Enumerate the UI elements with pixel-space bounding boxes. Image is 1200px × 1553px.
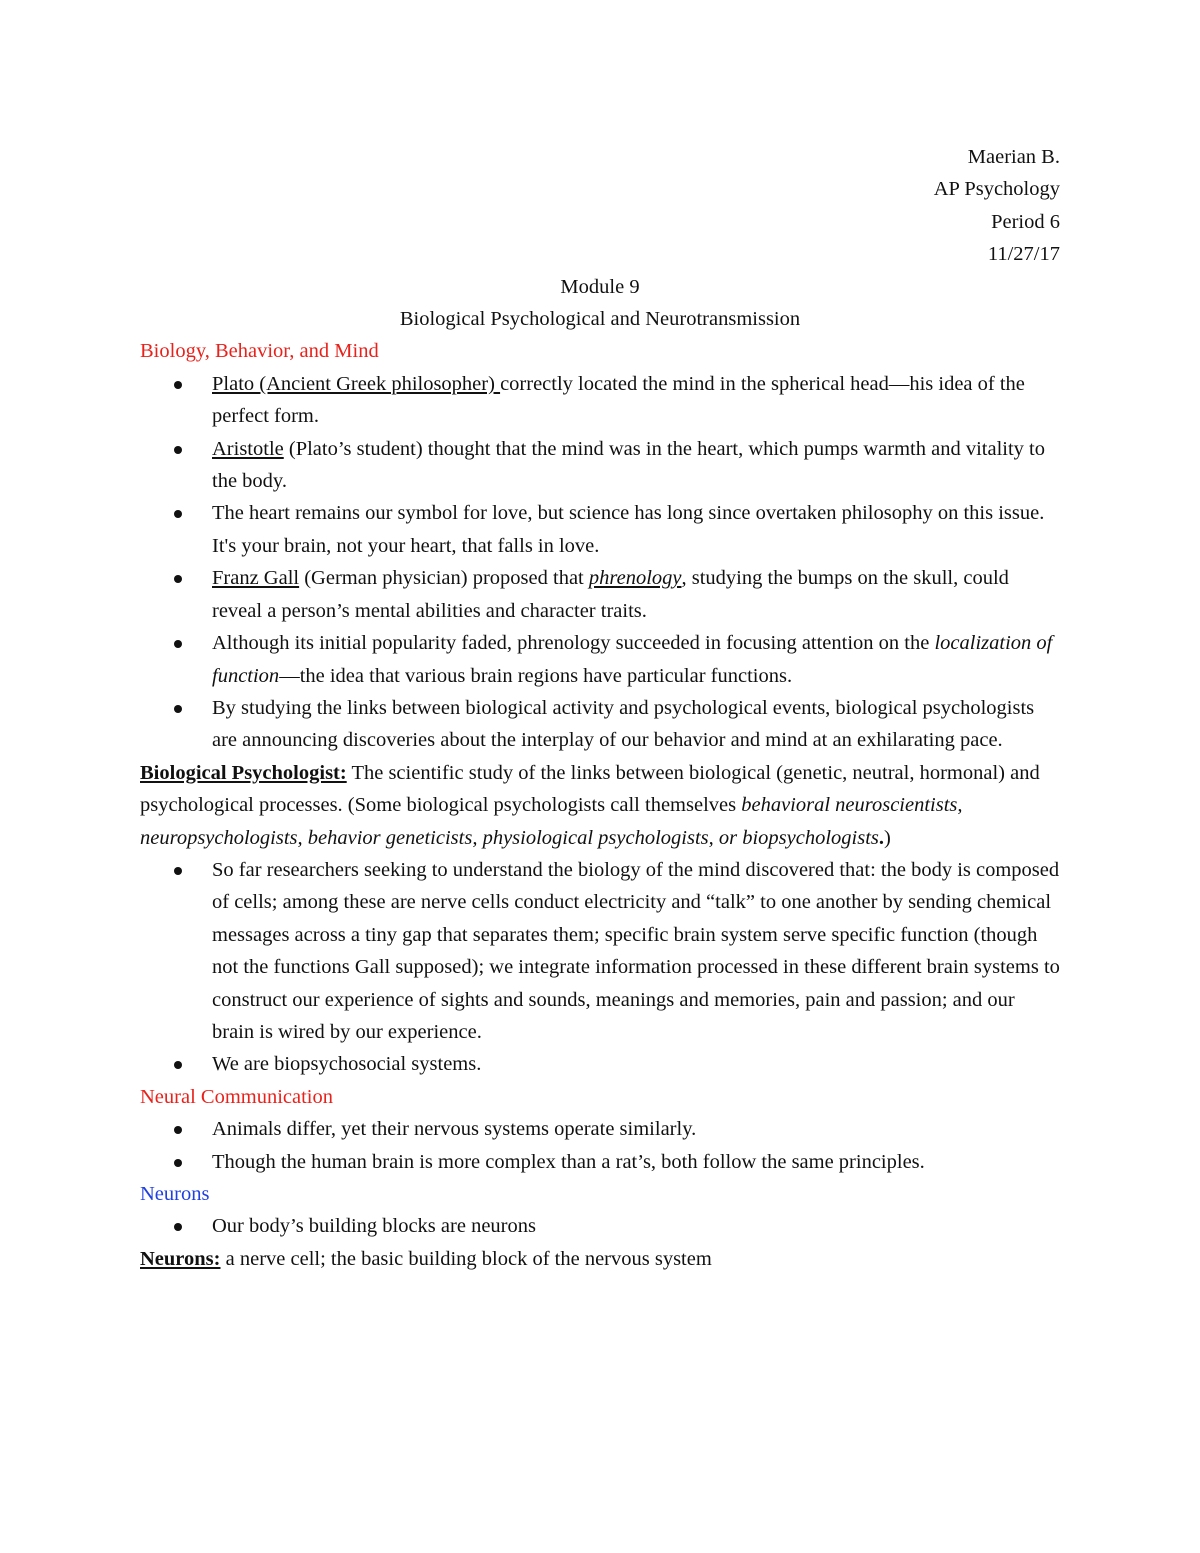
bullet-icon <box>174 1159 182 1167</box>
bullet-icon <box>174 510 182 518</box>
person-name: Franz Gall <box>212 567 300 590</box>
definition-period: . <box>878 826 885 849</box>
definition-biological-psychologist <box>140 757 1060 854</box>
definition-italic-list: behavioral neuroscientists, neuropsychologists, behavior geneticists, physiological psychologists, or biopsychologists <box>140 794 963 849</box>
list-item <box>212 368 1060 433</box>
section-heading-biology: Biology, Behavior, and Mind <box>140 340 379 363</box>
list-item <box>212 692 1060 757</box>
key-term: localization of function <box>212 632 1053 687</box>
item-text: —the idea that various brain regions have particular functions. <box>279 664 793 687</box>
list-item <box>212 854 1060 1048</box>
list-item <box>212 433 1060 498</box>
bullet-icon <box>174 867 182 875</box>
item-text: Though the human brain is more complex than a rat’s, both follow the same principles. <box>212 1150 925 1173</box>
bullet-icon <box>174 640 182 648</box>
course-name: AP Psychology <box>933 178 1060 201</box>
bullet-icon <box>174 575 182 583</box>
document-date: 11/27/17 <box>987 243 1060 266</box>
item-text: correctly located the mind in the spherical head—his idea of the perfect form. <box>212 372 1025 428</box>
bullet-icon <box>174 1061 182 1069</box>
definition-text: The scientific study of the links between biological (genetic, neutral, hormonal) and psychological processes. (Some biological psychologists call themselves <box>140 761 1040 817</box>
item-text: Although its initial popularity faded, phrenology succeeded in focusing attention on the <box>212 632 935 655</box>
definition-term: Neurons: <box>140 1247 221 1270</box>
bullet-icon <box>174 446 182 454</box>
item-text: Our body’s building blocks are neurons <box>212 1215 536 1238</box>
person-name: Aristotle <box>212 437 284 460</box>
item-text: Animals differ, yet their nervous systems operate similarly. <box>212 1118 697 1141</box>
item-text: The heart remains our symbol for love, but science has long since overtaken philosophy on this issue. It's your brain, not your heart, that falls in love. <box>212 502 1045 557</box>
item-text: (Plato’s student) thought that the mind was in the heart, which pumps warmth and vitality to the body. <box>212 437 1045 493</box>
list-item <box>212 497 1060 562</box>
definition-text: a nerve cell; the basic building block of the nervous system <box>220 1247 712 1270</box>
bullet-icon <box>174 1126 182 1134</box>
list-item <box>212 627 1060 692</box>
item-text: , studying the bumps on the skull, could reveal a person’s mental abilities and character traits. <box>212 567 1009 622</box>
section-heading-neurons: Neurons <box>140 1183 210 1205</box>
bullet-list-neural <box>140 1113 1060 1178</box>
bullet-icon <box>174 705 182 713</box>
key-term: phrenology <box>588 567 682 590</box>
bullet-list-research <box>140 854 1060 1081</box>
student-name: Maerian B. <box>967 146 1060 168</box>
bullet-list-neurons <box>140 1210 1060 1242</box>
list-item <box>212 1113 1060 1145</box>
class-period: Period 6 <box>991 210 1060 233</box>
list-item <box>212 1048 1060 1080</box>
bullet-icon <box>174 381 182 389</box>
header-block <box>140 141 1060 271</box>
module-subtitle: Biological Psychological and Neurotransmission <box>399 308 801 331</box>
document-body <box>140 141 1060 1275</box>
module-title: Module 9 <box>560 275 640 298</box>
item-text: We are biopsychosocial systems. <box>212 1053 482 1076</box>
definition-close: ) <box>884 826 891 849</box>
list-item <box>212 1210 1060 1242</box>
item-text: (German physician) proposed that <box>299 567 589 590</box>
item-text: By studying the links between biological activity and psychological events, biological psychologists are announcing discoveries about the interplay of our behavior and mind at an exhilarating pace. <box>212 696 1035 752</box>
person-name: Plato (Ancient Greek philosopher) <box>212 372 501 395</box>
section-heading-neural-communication: Neural Communication <box>140 1085 333 1108</box>
bullet-list-biology <box>140 368 1060 757</box>
bullet-icon <box>174 1223 182 1231</box>
item-text: So far researchers seeking to understand the biology of the mind discovered that: the body is composed of cells; among these are nerve cells conduct electricity and “talk” to one another by sending chemical messages across a tiny gap that separates them; specific brain system serve specific function (though not the functions Gall supposed); we integrate information processed in these different brain systems to construct our experience of sights and sounds, meanings and memories, pain and passion; and our brain is wired by our experience. <box>212 858 1060 1043</box>
definition-term: Biological Psychologist: <box>140 761 347 784</box>
list-item <box>212 1146 1060 1178</box>
definition-neurons <box>140 1243 1060 1275</box>
list-item <box>212 562 1060 627</box>
